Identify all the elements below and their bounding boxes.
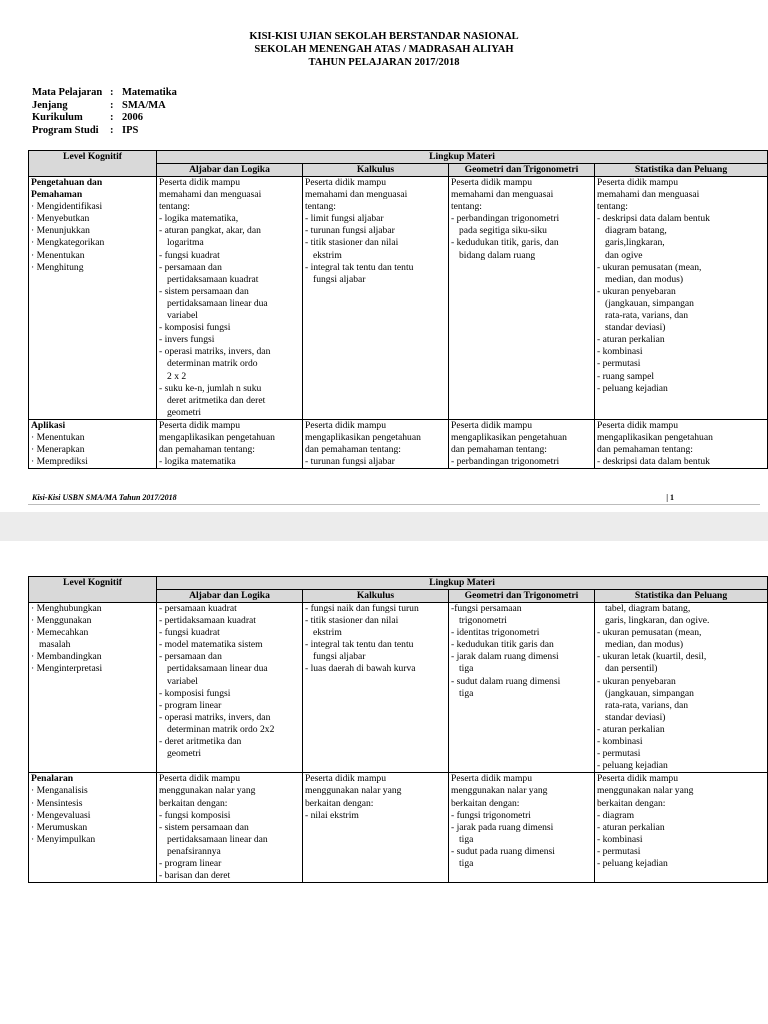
content-line: pertidaksamaan linear dua (167, 297, 268, 309)
bullet-icon: · (31, 785, 37, 797)
content-line: - titik stasioner dan nilai (305, 615, 399, 627)
content-line: memahami dan menguasai (159, 189, 262, 201)
content-line: - aturan perkalian (597, 723, 665, 735)
content-line: - diagram (597, 809, 635, 821)
content-line: - komposisi fungsi (159, 322, 231, 334)
content-line: - ukuran penyebaran (597, 675, 676, 687)
level-title: Pengetahuan dan (31, 177, 103, 188)
cell-geometri (449, 603, 595, 773)
content-line: dan ogive (605, 249, 643, 261)
content-line: - jarak dalam ruang dimensi (451, 651, 559, 663)
cognitive-verb: Menentukan (36, 249, 85, 261)
header-level-kognitif: Level Kognitif (29, 151, 157, 177)
content-line: - operasi matriks, invers, dan (159, 711, 271, 723)
content-line: - sudut pada ruang dimensi (451, 845, 555, 857)
cell-statistika (595, 603, 768, 773)
content-line: rata-rata, varians, dan (605, 310, 689, 322)
meta-label: Kurikulum (32, 112, 83, 123)
cognitive-verb-item (31, 250, 154, 262)
cell-aljabar (157, 419, 303, 468)
table-row (29, 177, 768, 420)
cognitive-verb-item (31, 651, 154, 663)
cognitive-verb-item (31, 201, 154, 213)
content-line: - peluang kejadian (597, 382, 668, 394)
content-line: - logika matematika (159, 456, 236, 468)
content-line: Peserta didik mampu (159, 177, 240, 188)
content-line: diagram batang, (605, 225, 667, 237)
cell-aljabar (157, 177, 303, 420)
cognitive-verb: Menunjukkan (36, 225, 90, 237)
content-line: - titik stasioner dan nilai (305, 237, 399, 249)
cognitive-verb-item (31, 810, 154, 822)
content-line: - model matematika sistem (159, 639, 263, 651)
cognitive-verb: Menghitung (36, 261, 84, 273)
bullet-icon: · (31, 663, 37, 675)
kisi-kisi-table-continued (28, 576, 768, 883)
content-line: - fungsi trigonometri (451, 809, 531, 821)
cognitive-verb: Mengkategorikan (36, 237, 105, 249)
cell-aljabar (157, 603, 303, 773)
content-line: tentang: (305, 201, 336, 213)
content-line: tiga (459, 833, 474, 845)
cognitive-verb-item (31, 663, 154, 675)
header-lingkup-materi: Lingkup Materi (157, 577, 768, 590)
cognitive-verb: Menggunakan (36, 615, 92, 627)
cell-geometri (449, 773, 595, 883)
cell-statistika (595, 419, 768, 468)
content-line: - ukuran pemusatan (mean, (597, 627, 702, 639)
header-col-statistika: Statistika dan Peluang (595, 164, 768, 177)
content-line: - fungsi kuadrat (159, 249, 220, 261)
meta-colon: : (110, 87, 114, 98)
content-line: - aturan perkalian (597, 334, 665, 346)
bullet-icon: · (31, 456, 37, 468)
cognitive-verb: Menyimpulkan (36, 833, 96, 845)
content-line: - program linear (159, 699, 222, 711)
content-line: deret aritmetika dan deret (167, 394, 266, 406)
content-line: - deskripsi data dalam bentuk (597, 456, 710, 468)
content-line: (jangkauan, simpangan (605, 297, 694, 309)
cognitive-verb: Menentukan (36, 431, 85, 443)
content-line: rata-rata, varians, dan (605, 699, 689, 711)
header-lingkup-materi: Lingkup Materi (157, 151, 768, 164)
content-line: tentang: (597, 201, 628, 213)
cognitive-verb-item (31, 456, 154, 468)
content-line: fungsi aljabar (313, 273, 366, 285)
content-line: trigonometri (459, 615, 507, 627)
doc-title-line-1: KISI-KISI UJIAN SEKOLAH BERSTANDAR NASIONAL (249, 31, 519, 42)
content-line: - permutasi (597, 845, 641, 857)
cognitive-verb-item (31, 798, 154, 810)
cognitive-verb-item (31, 213, 154, 225)
header-col-geometri: Geometri dan Trigonometri (449, 590, 595, 603)
content-line: - kedudukan titik garis dan (451, 639, 554, 651)
content-line: garis,lingkaran, (605, 237, 665, 249)
meta-row-program (32, 125, 177, 138)
header-level-kognitif: Level Kognitif (29, 577, 157, 603)
subject-info (32, 87, 177, 137)
cognitive-verb: Merumuskan (36, 821, 88, 833)
meta-value: 2006 (122, 112, 143, 123)
content-line: menggunakan nalar yang (597, 785, 694, 797)
content-line: - ukuran letak (kuartil, desil, (597, 651, 707, 663)
cell-kalkulus (303, 419, 449, 468)
content-line: - logika matematika, (159, 213, 239, 225)
content-line: Peserta didik mampu (305, 773, 386, 785)
content-line: dan pemahaman tentang: (597, 444, 693, 456)
content-line: tiga (459, 687, 474, 699)
content-line: Peserta didik mampu (451, 773, 532, 785)
cognitive-verb-item (31, 834, 154, 846)
content-line: variabel (167, 310, 198, 322)
content-line: (jangkauan, simpangan (605, 687, 694, 699)
content-line: median, dan modus) (605, 639, 684, 651)
content-line: Peserta didik mampu (305, 177, 386, 188)
cognitive-verb-item (31, 785, 154, 797)
cognitive-verb: Memprediksi (36, 456, 88, 468)
content-line: - identitas trigonometri (451, 627, 540, 639)
header-col-statistika: Statistika dan Peluang (595, 590, 768, 603)
header-col-aljabar: Aljabar dan Logika (157, 590, 303, 603)
level-title: Pemahaman (31, 189, 83, 201)
content-line: - integral tak tentu dan tentu (305, 261, 414, 273)
content-line: tentang: (159, 201, 190, 213)
content-line: - operasi matriks, invers, dan (159, 346, 271, 358)
content-line: Peserta didik mampu (597, 177, 678, 188)
level-title: Penalaran (31, 773, 74, 785)
cognitive-verb: Membandingkan (36, 651, 102, 663)
cell-kalkulus (303, 177, 449, 420)
content-line: mengaplikasikan pengetahuan (451, 431, 567, 443)
content-line: - kombinasi (597, 833, 643, 845)
content-line: ekstrim (313, 249, 342, 261)
level-cell (29, 177, 157, 420)
content-line: berkaitan dengan: (305, 797, 374, 809)
content-line: - persamaan dan (159, 261, 222, 273)
cognitive-verb: Mengidentifikasi (36, 201, 103, 213)
bullet-icon: · (31, 249, 37, 261)
content-line: mengaplikasikan pengetahuan (159, 431, 275, 443)
content-line: - jarak pada ruang dimensi (451, 821, 554, 833)
content-line: - fungsi kuadrat (159, 627, 220, 639)
content-line: memahami dan menguasai (451, 189, 554, 201)
bullet-icon: · (31, 431, 37, 443)
level-cell (29, 603, 157, 773)
table-row (29, 773, 768, 883)
content-line: pertidaksamaan linear dua (167, 663, 268, 675)
level-cell (29, 773, 157, 883)
content-line: - fungsi naik dan fungsi turun (305, 603, 419, 614)
meta-colon: : (110, 99, 114, 111)
meta-row-subject (32, 87, 177, 100)
content-line: berkaitan dengan: (451, 797, 520, 809)
content-line: median, dan modus) (605, 273, 684, 285)
content-line: - luas daerah di bawah kurva (305, 663, 416, 675)
content-line: - peluang kejadian (597, 857, 668, 869)
bullet-icon: · (31, 615, 37, 627)
content-line: - nilai ekstrim (305, 809, 359, 821)
content-line: Peserta didik mampu (451, 419, 532, 431)
content-line: pertidaksamaan linear dan (167, 833, 268, 845)
content-line: menggunakan nalar yang (305, 785, 402, 797)
content-line: - fungsi komposisi (159, 809, 231, 821)
content-line: tiga (459, 857, 474, 869)
content-line: menggunakan nalar yang (159, 785, 256, 797)
content-line: - permutasi (597, 748, 641, 760)
cell-statistika (595, 177, 768, 420)
content-line: - pertidaksamaan kuadrat (159, 615, 256, 627)
header-col-kalkulus: Kalkulus (303, 590, 449, 603)
meta-label: Jenjang (32, 99, 68, 111)
header-col-geometri: Geometri dan Trigonometri (449, 164, 595, 177)
cell-geometri (449, 419, 595, 468)
cell-kalkulus (303, 603, 449, 773)
content-line: Peserta didik mampu (159, 419, 240, 431)
content-line: - kombinasi (597, 346, 643, 358)
content-line: dan pemahaman tentang: (451, 444, 547, 456)
content-line: - ukuran pemusatan (mean, (597, 261, 702, 273)
level-cell (29, 419, 157, 468)
cognitive-verb: Menginterpretasi (36, 663, 103, 675)
content-line: determinan matrik ordo 2x2 (167, 723, 275, 735)
bullet-icon: · (31, 444, 37, 456)
content-line: - kedudukan titik, garis, dan (451, 237, 559, 249)
content-line: tiga (459, 663, 474, 675)
content-line: fungsi aljabar (313, 651, 366, 663)
doc-title-line-2: SEKOLAH MENENGAH ATAS / MADRASAH ALIYAH (254, 44, 514, 55)
content-line: memahami dan menguasai (305, 189, 408, 201)
content-line: tabel, diagram batang, (605, 603, 691, 614)
document-page-2 (0, 541, 768, 1024)
bullet-icon: · (31, 821, 37, 833)
content-line: - deret aritmetika dan (159, 736, 242, 748)
content-line: - suku ke-n, jumlah n suku (159, 382, 262, 394)
content-line: mengaplikasikan pengetahuan (597, 431, 713, 443)
content-line: geometri (167, 406, 202, 418)
cognitive-verb: Menyebutkan (36, 213, 90, 225)
content-line: - sistem persamaan dan (159, 285, 249, 297)
content-line: menggunakan nalar yang (451, 785, 548, 797)
doc-title-line-3: TAHUN PELAJARAN 2017/2018 (308, 57, 460, 68)
bullet-icon: · (31, 261, 37, 273)
cognitive-verb: Memecahkan (36, 627, 89, 639)
content-line: - turunan fungsi aljabar (305, 225, 395, 237)
content-line: pertidaksamaan kuadrat (167, 273, 259, 285)
content-line: ekstrim (313, 627, 342, 639)
footer-text: Kisi-Kisi USBN SMA/MA Tahun 2017/2018 (32, 493, 177, 502)
content-line: mengaplikasikan pengetahuan (305, 431, 421, 443)
content-line: determinan matrik ordo (167, 358, 258, 370)
footer-divider (28, 504, 760, 505)
meta-colon: : (110, 124, 114, 136)
content-line: Peserta didik mampu (451, 177, 532, 188)
content-line: dan persentil) (605, 663, 658, 675)
content-line: - kombinasi (597, 736, 643, 748)
cognitive-verb-item (31, 627, 154, 639)
content-line: - aturan pangkat, akar, dan (159, 225, 261, 237)
content-line: - aturan perkalian (597, 821, 665, 833)
cognitive-verb-item (31, 444, 154, 456)
content-line: - persamaan kuadrat (159, 603, 237, 614)
bullet-icon: · (31, 213, 37, 225)
content-line: - limit fungsi aljabar (305, 213, 384, 225)
content-line: - invers fungsi (159, 334, 215, 346)
content-line: Peserta didik mampu (305, 419, 386, 431)
bullet-icon: · (31, 237, 37, 249)
cognitive-verb: Mensintesis (36, 797, 83, 809)
content-line: garis, lingkaran, dan ogive. (605, 615, 710, 627)
content-line: standar deviasi) (605, 322, 666, 334)
content-line: - sudut dalam ruang dimensi (451, 675, 561, 687)
content-line: - perbandingan trigonometri (451, 456, 560, 468)
content-line: Peserta didik mampu (597, 419, 678, 431)
cognitive-verb-item (31, 615, 154, 627)
table-header-row (29, 151, 768, 164)
content-line: - komposisi fungsi (159, 687, 231, 699)
cell-geometri (449, 177, 595, 420)
content-line: - barisan dan deret (159, 870, 231, 882)
cognitive-verb-item (31, 432, 154, 444)
content-line: Peserta didik mampu (159, 773, 240, 785)
content-line: - integral tak tentu dan tentu (305, 639, 414, 651)
page-footer (32, 493, 742, 502)
meta-row-curriculum (32, 112, 177, 125)
meta-label: Mata Pelajaran (32, 87, 103, 98)
content-line: 2 x 2 (167, 370, 187, 382)
cognitive-verb: masalah (39, 639, 71, 651)
content-line: pada segitiga siku-siku (459, 225, 547, 237)
content-line: variabel (167, 675, 198, 687)
content-line: - turunan fungsi aljabar (305, 456, 395, 468)
content-line: Peserta didik mampu (597, 773, 678, 785)
cognitive-verb-item (31, 237, 154, 249)
content-line: - sistem persamaan dan (159, 821, 249, 833)
content-line: memahami dan menguasai (597, 189, 700, 201)
bullet-icon: · (31, 651, 37, 663)
meta-value: IPS (122, 124, 139, 136)
content-line: - deskripsi data dalam bentuk (597, 213, 710, 225)
cognitive-verb: Menganalisis (36, 785, 88, 797)
content-line: -fungsi persamaan (451, 603, 522, 614)
bullet-icon: · (31, 603, 37, 614)
page-number: | 1 (666, 493, 674, 502)
content-line: - ukuran penyebaran (597, 285, 676, 297)
bullet-icon: · (31, 833, 37, 845)
bullet-icon: · (31, 201, 37, 213)
content-line: - persamaan dan (159, 651, 222, 663)
cognitive-verb: Menerapkan (36, 444, 85, 456)
content-line: - program linear (159, 857, 222, 869)
meta-value: SMA/MA (122, 99, 166, 111)
content-line: bidang dalam ruang (459, 249, 536, 261)
content-line: - peluang kejadian (597, 760, 668, 772)
table-row (29, 603, 768, 773)
level-title: Aplikasi (31, 419, 66, 431)
content-line: tentang: (451, 201, 482, 213)
content-line: standar deviasi) (605, 711, 666, 723)
kisi-kisi-table (28, 150, 768, 469)
bullet-icon: · (31, 225, 37, 237)
bullet-icon: · (31, 797, 37, 809)
table-row (29, 419, 768, 468)
cognitive-verb-item (31, 262, 154, 274)
content-line: dan pemahaman tentang: (159, 444, 255, 456)
content-line: penafsirannya (167, 845, 221, 857)
header-col-aljabar: Aljabar dan Logika (157, 164, 303, 177)
meta-value: Matematika (122, 87, 177, 98)
content-line: dan pemahaman tentang: (305, 444, 401, 456)
cell-statistika (595, 773, 768, 883)
cell-aljabar (157, 773, 303, 883)
cognitive-verb: Menghubungkan (36, 603, 102, 614)
content-line: geometri (167, 748, 202, 760)
cognitive-verb-item (31, 225, 154, 237)
meta-colon: : (110, 112, 114, 123)
table-header-row (29, 577, 768, 590)
cognitive-verb: Mengevaluasi (36, 809, 91, 821)
content-line: - ruang sampel (597, 370, 655, 382)
bullet-icon: · (31, 627, 37, 639)
header-col-kalkulus: Kalkulus (303, 164, 449, 177)
cognitive-verb-item (31, 822, 154, 834)
content-line: berkaitan dengan: (597, 797, 666, 809)
content-line: - perbandingan trigonometri (451, 213, 560, 225)
content-line: logaritma (167, 237, 204, 249)
bullet-icon: · (31, 809, 37, 821)
cognitive-verb-item (31, 603, 154, 615)
meta-label: Program Studi (32, 124, 99, 136)
cell-kalkulus (303, 773, 449, 883)
content-line: berkaitan dengan: (159, 797, 228, 809)
content-line: - permutasi (597, 358, 641, 370)
meta-row-level (32, 100, 177, 113)
